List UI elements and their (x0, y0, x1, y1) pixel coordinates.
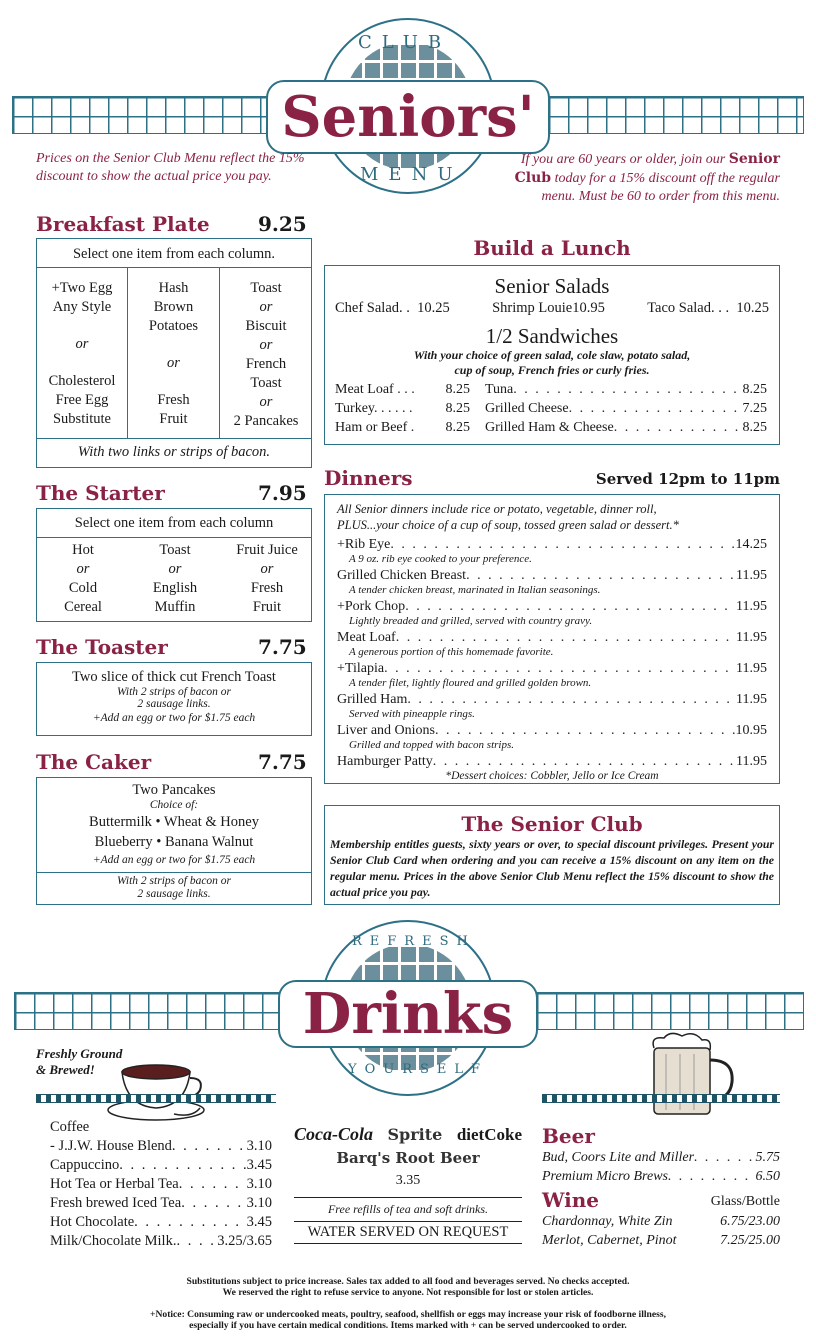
senior-club-brand: Senior Club (514, 151, 780, 186)
breakfast-price: 9.25 (258, 212, 307, 236)
starter-instruction: Select one item from each column (74, 515, 274, 531)
breakfast-col3-item: or (259, 299, 273, 315)
dinner-item-description: Served with pineapple rings. (349, 708, 475, 720)
hot-drink-item: Fresh brewed Iced Tea . . . 3.10 (50, 1194, 272, 1213)
beer-list (542, 1148, 780, 1186)
barqs-logo: Barq's Root Beer (336, 1149, 480, 1167)
hot-drink-item: Hot Tea or Herbal Tea . . . 3.10 (50, 1175, 272, 1194)
toaster-price: 7.75 (258, 635, 307, 659)
dinner-item: Meat Loaf . . . 11.95 (337, 629, 767, 646)
beer-title: Beer (542, 1124, 595, 1148)
dinner-item: +Pork Chop . . . 11.95 (337, 598, 767, 615)
salad-item: Taco Salad. . . 10.25 (647, 300, 769, 316)
toaster-line1: Two slice of thick cut French Toast (72, 669, 276, 685)
dinner-item-description: A tender chicken breast, marinated in Italian seasonings. (349, 584, 601, 596)
hot-drink-item: Hot Chocolate . . . 3.45 (50, 1213, 272, 1232)
sandwich-item: Grilled Cheese . . . 7.25 (485, 399, 767, 418)
starter-col1-item: Hot (72, 542, 94, 558)
caker-price: 7.75 (258, 750, 307, 774)
footer-line3: +Notice: Consuming raw or undercooked meats, poultry, seafood, shellfish or eggs may increase your risk of foodborne illness, (150, 1309, 666, 1320)
arc-word-menu: MENU (360, 164, 463, 185)
breakfast-col3-item: 2 Pancakes (233, 413, 299, 429)
arc-word-yourself: YOURSELF (348, 1062, 489, 1077)
breakfast-col2-item: Potatoes (148, 318, 199, 334)
sandwich-item: Grilled Ham & Cheese . . . 8.25 (485, 418, 767, 437)
wine-item: Merlot, Cabernet, Pinot 7.25/25.00 (542, 1233, 780, 1248)
starter-col3-item: Fresh (250, 580, 284, 596)
dinner-item: Liver and Onions . . . 10.95 (337, 722, 767, 739)
hot-drink-item: Milk/Chocolate Milk. . . . 3.25/3.65 (50, 1232, 272, 1251)
breakfast-col2-item: Fresh (157, 392, 190, 408)
salads-title: Senior Salads (494, 274, 610, 298)
diet-coke-logo: dietCoke (456, 1125, 522, 1144)
seniors-title: Seniors' (281, 84, 535, 150)
sandwich-note1: With your choice of green salad, cole slaw, potato salad, (413, 348, 691, 362)
grid-strip-right (536, 992, 804, 1030)
soda-price: 3.35 (395, 1173, 421, 1188)
toaster-line4: +Add an egg or two for $1.75 each (92, 712, 256, 724)
starter-col2-item: or (168, 561, 182, 577)
breakfast-col-bread (220, 279, 312, 431)
breakfast-col1-item: Any Style (52, 299, 112, 315)
starter-col-cereal (37, 541, 129, 617)
breakfast-col3-item: or (259, 337, 273, 353)
lunch-box (324, 265, 780, 445)
join-text-2: today for a 15% discount off the regular menu. Must be 60 to order from this menu. (541, 171, 780, 204)
discount-note-right (500, 150, 780, 206)
dinner-item-description: A tender filet, lightly floured and grilled golden brown. (349, 677, 592, 689)
breakfast-instruction: Select one item from each column. (72, 246, 276, 262)
breakfast-col-eggs (37, 279, 127, 429)
dinners-title: Dinners (324, 466, 413, 490)
caker-line5: +Add an egg or two for $1.75 each (92, 854, 256, 866)
starter-col2-item: English (152, 580, 198, 596)
breakfast-col1-item: +Two Egg (51, 280, 113, 296)
starter-col-fruit (221, 541, 313, 617)
grid-strip-left (14, 992, 280, 1030)
breakfast-col1-item: or (75, 336, 89, 352)
senior-club-title: The Senior Club (461, 812, 643, 836)
toaster-box (36, 662, 312, 736)
toaster-line3: 2 sausage links. (137, 698, 211, 710)
caker-box (36, 777, 312, 905)
arc-word-refresh: REFRESH (352, 934, 476, 949)
breakfast-col2-item: Fruit (159, 411, 188, 427)
starter-col3-item: or (260, 561, 274, 577)
dinners-intro1: All Senior dinners include rice or potato, vegetable, dinner roll, (337, 502, 657, 516)
grid-strip-left (12, 96, 270, 134)
checker-strip-right (542, 1094, 780, 1103)
join-text: If you are 60 years or older, join our (520, 152, 726, 167)
breakfast-col2-item: Hash (158, 280, 189, 296)
breakfast-col1-item: Substitute (52, 411, 111, 427)
starter-col3-item: Fruit Juice (236, 542, 298, 558)
drinks-title-plate (278, 980, 538, 1048)
dinners-served: Served 12pm to 11pm (595, 470, 780, 488)
starter-col1-item: or (76, 561, 90, 577)
caker-line4: Blueberry • Banana Walnut (94, 834, 254, 850)
dinner-item: +Tilapia . . . 11.95 (337, 660, 767, 677)
breakfast-col3-item: Toast (250, 375, 282, 391)
coca-cola-logo: Coca-Cola (294, 1124, 373, 1144)
lunch-title: Build a Lunch (473, 236, 631, 260)
footer-notice (20, 1276, 796, 1331)
caker-line3: Buttermilk • Wheat & Honey (89, 814, 259, 830)
hot-drink-item: Coffee (50, 1119, 90, 1135)
starter-title: The Starter (36, 481, 165, 505)
starter-col1-item: Cold (68, 580, 98, 596)
sandwich-item: Ham or Beef . 8.25 (335, 420, 470, 435)
starter-price: 7.95 (258, 481, 307, 505)
sandwich-title: 1/2 Sandwiches (485, 324, 619, 348)
sandwiches-right (485, 380, 767, 437)
footer-line1: Substitutions subject to price increase. Sales tax added to all food and beverages served. No checks accepted. (186, 1276, 630, 1287)
beer-mug-icon (640, 1030, 740, 1120)
dinner-item-description: A 9 oz. rib eye cooked to your preference. (349, 553, 532, 565)
breakfast-col2-item: Brown (153, 299, 194, 315)
footer-line2: We reserved the right to refuse service to anyone. Not responsible for lost or stolen articles. (222, 1287, 594, 1298)
sandwich-item: Meat Loaf . . . 8.25 (335, 382, 470, 397)
starter-col-toast (129, 541, 221, 617)
salad-item: Chef Salad. . 10.25 (335, 300, 450, 316)
breakfast-box (36, 238, 312, 468)
beer-item: Bud, Coors Lite and Miller . . . 5.75 (542, 1148, 780, 1167)
footer-line4: especially if you have certain medical conditions. Items marked with + can be served undercooked to order. (189, 1320, 627, 1331)
caker-footer1: With 2 strips of bacon or (116, 875, 232, 887)
wine-item: Chardonnay, White Zin 6.75/23.00 (542, 1214, 780, 1229)
toaster-title: The Toaster (36, 635, 168, 659)
starter-box (36, 508, 312, 622)
dinner-item-description: A generous portion of this homemade favorite. (349, 646, 554, 658)
water-note: WATER SERVED ON REQUEST (307, 1224, 509, 1240)
drinks-title: Drinks (302, 981, 514, 1047)
dinner-item: Grilled Chicken Breast . . . 11.95 (337, 567, 767, 584)
coffee-cup-icon (104, 1056, 208, 1124)
breakfast-title: Breakfast Plate (36, 212, 210, 236)
dinner-item-description: Grilled and topped with bacon strips. (349, 739, 514, 751)
breakfast-col2-item: or (167, 355, 180, 371)
breakfast-col3-item: Toast (250, 280, 282, 296)
breakfast-footer: With two links or strips of bacon. (77, 444, 271, 460)
toaster-line2: With 2 strips of bacon or (116, 686, 232, 698)
salads-row (335, 300, 769, 317)
breakfast-col-potatoes (128, 279, 219, 429)
arc-word-club: CLUB (358, 32, 452, 53)
breakfast-col3-item: Biscuit (245, 318, 287, 334)
breakfast-col3-item: or (259, 394, 273, 410)
starter-col2-item: Muffin (154, 599, 196, 615)
dinners-intro2: PLUS...your choice of a cup of soup, tossed green salad or dessert.* (337, 518, 679, 532)
dinner-item: +Rib Eye . . . 14.25 (337, 536, 767, 553)
starter-col2-item: Toast (159, 542, 191, 558)
starter-col1-item: Cereal (64, 599, 102, 615)
dinner-item-description: Lightly breaded and grilled, served with country gravy. (349, 615, 593, 627)
coffee-note-line1: Freshly Ground (36, 1046, 123, 1061)
beer-item: Premium Micro Brews . . . 6.50 (542, 1167, 780, 1186)
sandwich-item: Tuna . . . 8.25 (485, 380, 767, 399)
grid-strip-right (548, 96, 804, 134)
checker-strip-left (36, 1094, 276, 1103)
breakfast-col1-item: Cholesterol (48, 373, 116, 389)
wine-list (542, 1212, 780, 1250)
soda-section (294, 1124, 522, 1244)
wine-header: Glass/Bottle (710, 1194, 780, 1209)
breakfast-col3-item: French (245, 356, 287, 372)
wine-title: Wine (542, 1188, 599, 1212)
sandwich-item: Turkey. . . . . . 8.25 (335, 401, 470, 416)
caker-line1: Two Pancakes (132, 782, 216, 798)
dinners-box (324, 494, 780, 784)
hot-drink-item: Cappuccino . . . 3.45 (50, 1156, 272, 1175)
refill-note: Free refills of tea and soft drinks. (327, 1202, 489, 1216)
dinner-item: Grilled Ham . . . 11.95 (337, 691, 767, 708)
hot-drink-item: - J.J.W. House Blend . . . 3.10 (50, 1137, 272, 1156)
caker-line2: Choice of: (149, 799, 199, 811)
senior-club-text: Membership entitles guests, sixty years or over, to special discount privileges. Present your Senior Club Card when ordering and you can receive a 15% discount on any item on the regular menu. Prices in the above Senior Club Menu reflect the 15% discount to show the actual price you pay. (330, 837, 774, 899)
sandwich-note2: cup of soup, French fries or curly fries. (454, 363, 650, 377)
discount-note-left: Prices on the Senior Club Menu reflect the 15% discount to show the actual price you pay. (36, 151, 305, 184)
hot-drinks-list (50, 1118, 272, 1251)
sprite-logo: Sprite (387, 1125, 443, 1144)
caker-title: The Caker (36, 750, 152, 774)
coffee-note-line2: & Brewed! (36, 1062, 95, 1077)
seniors-title-plate (266, 80, 550, 154)
senior-club-box (324, 805, 780, 905)
caker-footer2: 2 sausage links. (137, 888, 211, 900)
salad-item: Shrimp Louie10.95 (492, 300, 605, 316)
dessert-note: *Dessert choices: Cobbler, Jello or Ice Cream (445, 770, 659, 782)
sandwiches-left (335, 380, 470, 437)
dinner-item: Hamburger Patty . . . 11.95 (337, 753, 767, 770)
breakfast-col1-item: Free Egg (55, 392, 109, 408)
dinner-list (337, 536, 767, 770)
starter-col3-item: Fruit (252, 599, 282, 615)
